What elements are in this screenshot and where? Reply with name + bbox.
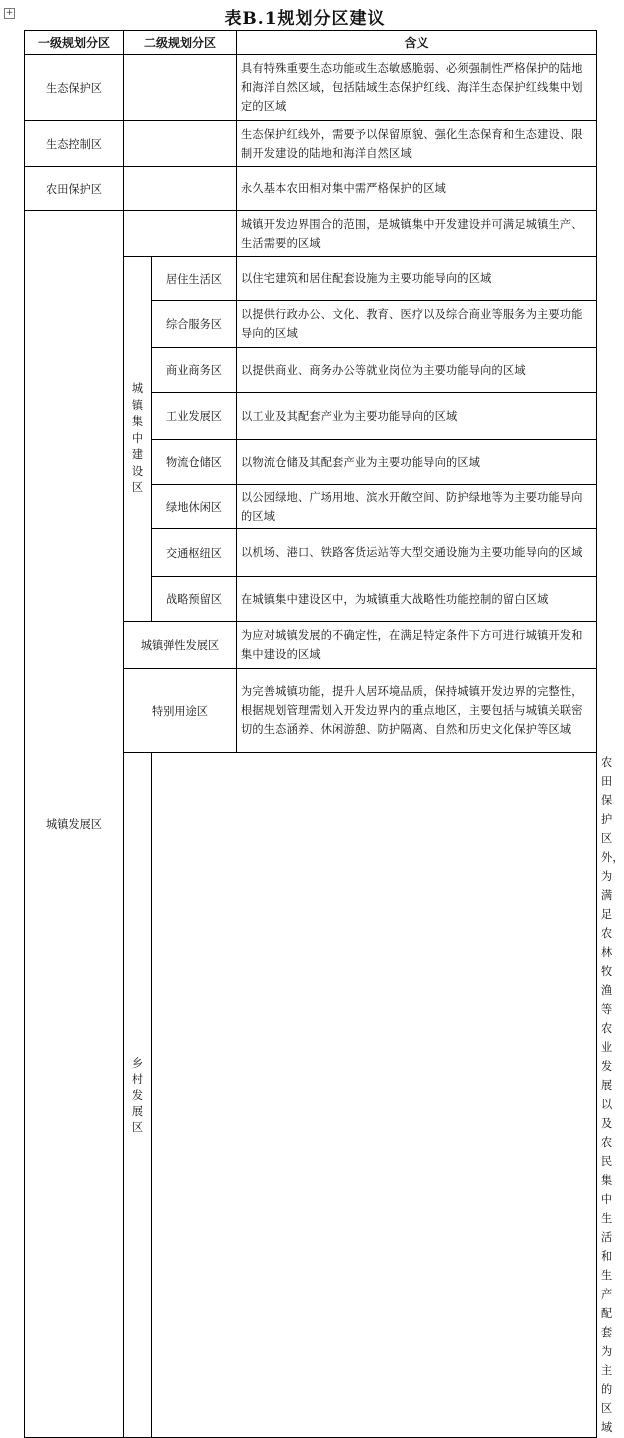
level2-cell: 工业发展区: [152, 393, 237, 440]
table-title: 表B.1规划分区建议: [224, 9, 386, 29]
desc-cell: 为完善城镇功能，提升人居环境品质，保持城镇开发边界的完整性，根据规划管理需划入开发边界内的重点地区，主要包括与城镇关联密切的生态涵养、休闲游憩、防护隔离、自然和历史文化保护等区域: [237, 669, 597, 753]
level1-cell: 生态保护区: [25, 55, 124, 121]
header-meaning: 含义: [237, 31, 597, 55]
concentrated-zone-label: 城镇集中建设区: [131, 382, 144, 495]
desc-cell: 以公园绿地、广场用地、滨水开敞空间、防护绿地等为主要功能导向的区域: [237, 485, 597, 529]
desc-cell: 以提供行政办公、文化、教育、医疗以及综合商业等服务为主要功能导向的区域: [237, 301, 597, 348]
level2-cell-empty: [152, 753, 597, 1438]
desc-cell: 为应对城镇发展的不确定性，在满足特定条件下方可进行城镇开发和集中建设的区域: [237, 622, 597, 669]
level2-cell-empty: [124, 167, 237, 211]
desc-cell: 在城镇集中建设区中，为城镇重大战略性功能控制的留白区域: [237, 577, 597, 622]
level2-cell: 战略预留区: [152, 577, 237, 622]
level2-cell: 商业商务区: [152, 348, 237, 393]
desc-cell: 具有特殊重要生态功能或生态敏感脆弱、必须强制性严格保护的陆地和海洋自然区域，包括陆域生态保护红线、海洋生态保护红线集中划定的区域: [237, 55, 597, 121]
desc-cell: 以住宅建筑和居住配套设施为主要功能导向的区域: [237, 257, 597, 301]
level2-cell: 绿地休闲区: [152, 485, 237, 529]
header-row: [25, 31, 597, 55]
desc-cell: 以工业及其配套产业为主要功能导向的区域: [237, 393, 597, 440]
level2-cell-empty: [124, 211, 237, 257]
desc-cell: 以物流仓储及其配套产业为主要功能导向的区域: [237, 440, 597, 485]
level2-cell: 物流仓储区: [152, 440, 237, 485]
table-row: [25, 55, 597, 121]
level1-cell: 乡村发展区: [124, 753, 152, 1438]
level1-cell: 农田保护区: [25, 167, 124, 211]
table-move-handle[interactable]: +: [5, 8, 14, 18]
table-row: [25, 121, 597, 167]
level2-cell: 城镇弹性发展区: [124, 622, 237, 669]
zoning-table: [24, 30, 624, 1438]
level2-cell: 居住生活区: [152, 257, 237, 301]
level2-cell: 交通枢纽区: [152, 529, 237, 577]
level2-cell-empty: [124, 121, 237, 167]
level2-cell-empty: [124, 55, 237, 121]
table-row: [25, 167, 597, 211]
level2-cell: 综合服务区: [152, 301, 237, 348]
level1-cell: 城镇发展区: [25, 211, 124, 1438]
desc-cell: 城镇开发边界围合的范围，是城镇集中开发建设并可满足城镇生产、生活需要的区域: [237, 211, 597, 257]
desc-cell: 以提供商业、商务办公等就业岗位为主要功能导向的区域: [237, 348, 597, 393]
level1-cell: 生态控制区: [25, 121, 124, 167]
desc-cell: 永久基本农田相对集中需严格保护的区域: [237, 167, 597, 211]
level2-cell: 特别用途区: [124, 669, 237, 753]
desc-cell: 生态保护红线外，需要予以保留原貌、强化生态保育和生态建设、限制开发建设的陆地和海洋自然区域: [237, 121, 597, 167]
desc-cell: 以机场、港口、铁路客货运站等大型交通设施为主要功能导向的区域: [237, 529, 597, 577]
table-row: [25, 211, 597, 257]
concentrated-zone-cell: [124, 257, 152, 622]
table-row: 乡村发展区 农田保护区外，为满足农林牧渔等农业发展以及农民集中生活和生产配套为主的区域: [25, 753, 597, 1438]
header-level2: 二级规划分区: [124, 31, 237, 55]
header-level1: 一级规划分区: [25, 31, 124, 55]
